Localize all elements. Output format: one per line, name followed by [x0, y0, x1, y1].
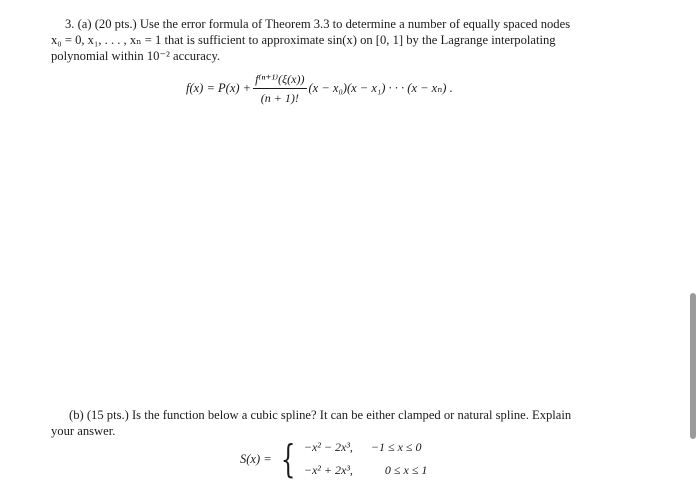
problem-a-line-1: 3. (a) (20 pts.) Use the error formula of Theorem 3.3 to determine a number of equally spaced nodes: [65, 17, 571, 31]
problem-b-line-2: your answer.: [51, 424, 116, 438]
vertical-scrollbar[interactable]: [688, 0, 700, 489]
problem-b-text: [51, 407, 639, 439]
equation2-cases: [304, 440, 428, 478]
equation1-rhs: (x − x₀)(x − x₁) · · · (x − xₙ) .: [308, 81, 453, 95]
case2-expression: −x² + 2x³,: [303, 463, 353, 477]
spline-equation: [240, 439, 427, 479]
error-formula-equation: [186, 68, 453, 108]
problem-a-line-2: x₀ = 0, x₁, . . . , xₙ = 1 that is sufficient to approximate sin(x) on [0, 1] by the Lagrange interpolating: [51, 33, 556, 47]
scrollbar-thumb[interactable]: [690, 293, 696, 439]
case2-condition: 0 ≤ x ≤ 1: [384, 463, 428, 477]
equation1-numerator: f⁽ⁿ⁺¹⁾(ξ(x)): [253, 72, 306, 89]
equation1-denominator: (n + 1)!: [260, 90, 299, 105]
case1-expression: −x² − 2x³,: [303, 440, 353, 454]
equation2-lhs: S(x) =: [240, 451, 272, 466]
problem-a-text: [51, 16, 639, 64]
problem-a-line-3: polynomial within 10⁻² accuracy.: [51, 49, 221, 63]
equation1-lhs: f(x) = P(x) +: [186, 80, 252, 95]
problem-b-line-1: (b) (15 pts.) Is the function below a cubic spline? It can be either clamped or natural spline. Explain: [69, 408, 572, 422]
case1-condition: −1 ≤ x ≤ 0: [370, 440, 422, 454]
equation1-fraction: [253, 72, 306, 105]
equation2-brace: {: [280, 437, 296, 481]
